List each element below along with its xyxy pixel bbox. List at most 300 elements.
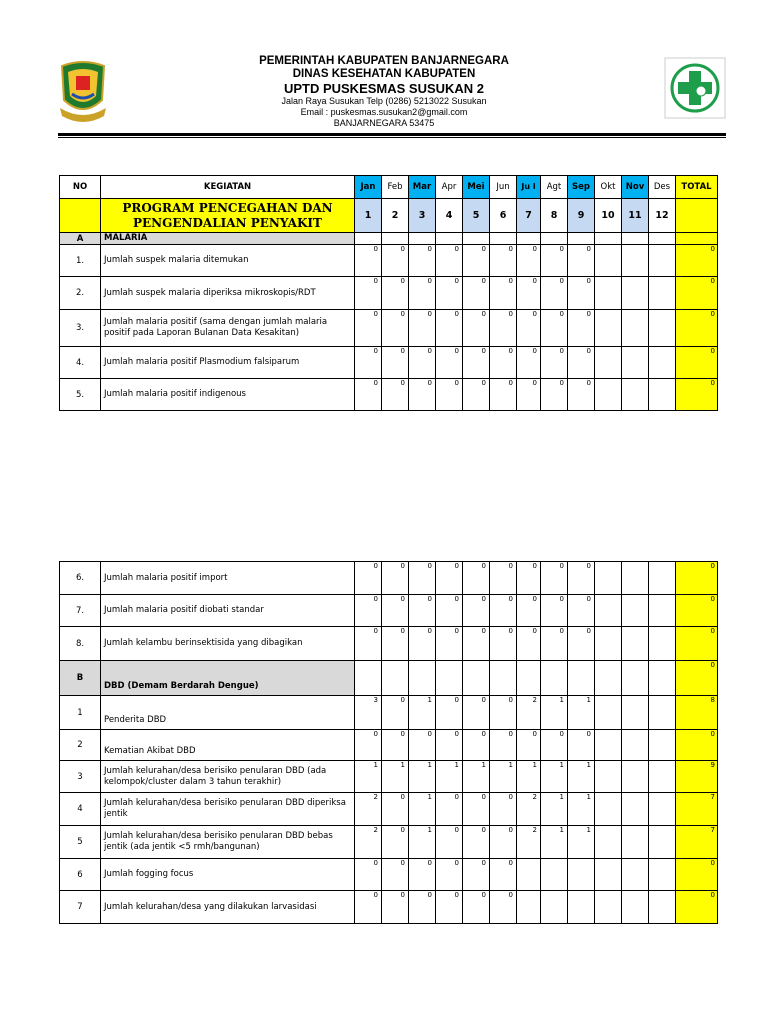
- month-value-9: [568, 891, 595, 924]
- row-number: 2: [60, 730, 101, 761]
- row-number: 5: [60, 826, 101, 859]
- row-total: 0: [676, 245, 718, 277]
- month-value-8: 0: [541, 347, 568, 379]
- month-value-10: [595, 595, 622, 627]
- month-value-9: 0: [568, 310, 595, 347]
- month-value-11: [622, 245, 649, 277]
- month-value-2: 0: [382, 245, 409, 277]
- month-value-12: [649, 595, 676, 627]
- month-value-6: 0: [490, 627, 517, 661]
- table-row: [60, 277, 718, 310]
- month-value-11: [622, 891, 649, 924]
- month-value-5: 0: [463, 891, 490, 924]
- row-total: 0: [676, 595, 718, 627]
- month-value-2: 0: [382, 310, 409, 347]
- month-value-4: 0: [436, 859, 463, 891]
- month-num-12: 12: [649, 199, 676, 233]
- row-number: 5.: [60, 379, 101, 411]
- month-value-12: [649, 310, 676, 347]
- section-b-total: 0: [676, 661, 718, 696]
- month-value-8: 0: [541, 277, 568, 310]
- month-value-1: 1: [355, 761, 382, 793]
- month-value-11: [622, 627, 649, 661]
- header-email: Email : puskesmas.susukan2@gmail.com: [300, 107, 468, 117]
- month-num-3: 3: [409, 199, 436, 233]
- month-value-10: [595, 347, 622, 379]
- month-value-7: 0: [517, 379, 541, 411]
- month-value-6: 0: [490, 793, 517, 826]
- month-value-10: [595, 562, 622, 595]
- month-value-4: 0: [436, 347, 463, 379]
- program-title: PROGRAM PENCEGAHAN DAN PENGENDALIAN PENYAKIT: [101, 199, 355, 233]
- month-value-8: 0: [541, 595, 568, 627]
- month-value-5: 0: [463, 696, 490, 730]
- row-label: Jumlah malaria positif indigenous: [101, 379, 355, 411]
- month-value-4: 0: [436, 793, 463, 826]
- table-row: [60, 891, 718, 924]
- month-value-12: [649, 627, 676, 661]
- month-value-8: [541, 859, 568, 891]
- month-value-3: 0: [409, 245, 436, 277]
- row-number: 4.: [60, 347, 101, 379]
- month-value-4: 0: [436, 891, 463, 924]
- month-jun: Jun: [490, 176, 517, 199]
- month-value-2: 0: [382, 891, 409, 924]
- program-title-row: [60, 199, 718, 233]
- row-label: Jumlah malaria positif import: [101, 562, 355, 595]
- month-value-7: 0: [517, 730, 541, 761]
- month-value-10: [595, 859, 622, 891]
- month-value-12: [649, 826, 676, 859]
- month-value-4: 0: [436, 696, 463, 730]
- section-a-row: [60, 233, 718, 245]
- section-b-code: B: [60, 661, 101, 696]
- month-value-10: [595, 379, 622, 411]
- month-value-5: 0: [463, 562, 490, 595]
- row-number: 6.: [60, 562, 101, 595]
- row-label: Jumlah fogging focus: [101, 859, 355, 891]
- month-num-11: 11: [622, 199, 649, 233]
- month-value-7: 2: [517, 793, 541, 826]
- month-value-5: 0: [463, 277, 490, 310]
- month-value-5: 0: [463, 627, 490, 661]
- header-city: BANJARNEGARA 53475: [333, 118, 435, 128]
- month-value-2: 1: [382, 761, 409, 793]
- table-row: [60, 347, 718, 379]
- row-label: Jumlah suspek malaria diperiksa mikroskopis/RDT: [101, 277, 355, 310]
- month-value-10: [595, 277, 622, 310]
- month-value-2: 0: [382, 793, 409, 826]
- month-value-8: 0: [541, 379, 568, 411]
- empty-month-cell: [517, 661, 541, 696]
- header-line2: DINAS KESEHATAN KABUPATEN: [292, 68, 476, 80]
- month-value-7: [517, 891, 541, 924]
- row-number: 6: [60, 859, 101, 891]
- month-num-1: 1: [355, 199, 382, 233]
- row-total: 7: [676, 826, 718, 859]
- row-number: 4: [60, 793, 101, 826]
- header-line3: UPTD PUSKESMAS SUSUKAN 2: [283, 81, 485, 96]
- row-label: Jumlah kelurahan/desa yang dilakukan larvasidasi: [101, 891, 355, 924]
- month-value-5: 0: [463, 310, 490, 347]
- month-value-11: [622, 696, 649, 730]
- month-value-10: [595, 730, 622, 761]
- month-value-7: 0: [517, 562, 541, 595]
- month-value-5: 0: [463, 245, 490, 277]
- row-number: 2.: [60, 277, 101, 310]
- month-value-9: 1: [568, 761, 595, 793]
- month-value-8: [541, 891, 568, 924]
- header-address: Jalan Raya Susukan Telp (0286) 5213022 Susukan: [281, 96, 487, 106]
- header-line1: PEMERINTAH KABUPATEN BANJARNEGARA: [259, 55, 509, 67]
- month-value-3: 0: [409, 277, 436, 310]
- month-num-2: 2: [382, 199, 409, 233]
- program-total-cell: [676, 199, 718, 233]
- month-num-8: 8: [541, 199, 568, 233]
- row-total: 0: [676, 562, 718, 595]
- header-rule-thin: [58, 137, 726, 138]
- month-value-6: 0: [490, 730, 517, 761]
- empty-month-cell: [622, 661, 649, 696]
- month-nov: Nov: [622, 176, 649, 199]
- month-num-7: 7: [517, 199, 541, 233]
- row-label: Penderita DBD: [101, 696, 355, 730]
- table-row: [60, 310, 718, 347]
- month-value-9: 0: [568, 627, 595, 661]
- month-value-4: 0: [436, 730, 463, 761]
- table-row: [60, 627, 718, 661]
- row-total: 0: [676, 730, 718, 761]
- row-total: 0: [676, 277, 718, 310]
- section-a-label: MALARIA: [101, 233, 355, 245]
- empty-month-cell: [436, 661, 463, 696]
- month-value-7: 0: [517, 627, 541, 661]
- month-value-9: 1: [568, 793, 595, 826]
- row-label: Jumlah malaria positif diobati standar: [101, 595, 355, 627]
- month-value-5: 0: [463, 379, 490, 411]
- month-value-7: 0: [517, 310, 541, 347]
- table-row: [60, 379, 718, 411]
- col-no-header: NO: [60, 176, 101, 199]
- month-value-5: 1: [463, 761, 490, 793]
- month-value-6: 0: [490, 562, 517, 595]
- month-okt: Okt: [595, 176, 622, 199]
- month-value-2: 0: [382, 859, 409, 891]
- month-value-4: 0: [436, 562, 463, 595]
- month-value-7: 2: [517, 826, 541, 859]
- month-value-8: 0: [541, 310, 568, 347]
- empty-month-cell: [355, 661, 382, 696]
- month-value-11: [622, 826, 649, 859]
- month-value-5: 0: [463, 347, 490, 379]
- month-value-9: 0: [568, 347, 595, 379]
- row-label: Jumlah kelurahan/desa berisiko penularan DBD diperiksa jentik: [101, 793, 355, 826]
- month-value-8: 1: [541, 793, 568, 826]
- month-value-3: 1: [409, 793, 436, 826]
- month-value-3: 0: [409, 891, 436, 924]
- month-value-6: 0: [490, 859, 517, 891]
- row-number: 8.: [60, 627, 101, 661]
- month-num-9: 9: [568, 199, 595, 233]
- month-value-2: 0: [382, 826, 409, 859]
- month-value-11: [622, 347, 649, 379]
- month-value-11: [622, 859, 649, 891]
- month-mar: Mar: [409, 176, 436, 199]
- row-label: Jumlah kelambu berinsektisida yang dibagikan: [101, 627, 355, 661]
- table-row: [60, 562, 718, 595]
- month-value-10: [595, 245, 622, 277]
- month-value-12: [649, 562, 676, 595]
- section-b-label: DBD (Demam Berdarah Dengue): [101, 661, 355, 696]
- month-header-row: [60, 176, 718, 199]
- row-total: 0: [676, 379, 718, 411]
- section-a-code: A: [60, 233, 101, 245]
- month-value-1: 0: [355, 245, 382, 277]
- month-value-3: 1: [409, 696, 436, 730]
- month-value-11: [622, 379, 649, 411]
- col-total-header: TOTAL: [676, 176, 718, 199]
- month-value-2: 0: [382, 379, 409, 411]
- month-value-6: 0: [490, 310, 517, 347]
- month-value-9: 0: [568, 379, 595, 411]
- row-number: 1.: [60, 245, 101, 277]
- month-value-12: [649, 696, 676, 730]
- month-value-4: 0: [436, 310, 463, 347]
- table-row: [60, 595, 718, 627]
- empty-month-cell: [382, 661, 409, 696]
- month-value-11: [622, 277, 649, 310]
- month-value-10: [595, 696, 622, 730]
- month-value-12: [649, 379, 676, 411]
- row-number: 3: [60, 761, 101, 793]
- month-value-6: 0: [490, 595, 517, 627]
- row-number: 7: [60, 891, 101, 924]
- month-value-6: 0: [490, 696, 517, 730]
- month-mei: Mei: [463, 176, 490, 199]
- month-value-11: [622, 793, 649, 826]
- month-value-7: 0: [517, 595, 541, 627]
- empty-month-cell: [595, 661, 622, 696]
- month-value-4: 0: [436, 379, 463, 411]
- month-value-6: 0: [490, 379, 517, 411]
- month-value-12: [649, 245, 676, 277]
- table-row: [60, 859, 718, 891]
- month-value-2: 0: [382, 277, 409, 310]
- month-value-1: 3: [355, 696, 382, 730]
- month-value-10: [595, 627, 622, 661]
- month-apr: Apr: [436, 176, 463, 199]
- month-value-9: [568, 859, 595, 891]
- month-value-1: 0: [355, 627, 382, 661]
- row-total: 0: [676, 891, 718, 924]
- month-value-12: [649, 277, 676, 310]
- row-total: 9: [676, 761, 718, 793]
- month-value-9: 0: [568, 562, 595, 595]
- month-value-12: [649, 891, 676, 924]
- month-value-4: 0: [436, 245, 463, 277]
- row-total: 8: [676, 696, 718, 730]
- col-kegiatan-header: KEGIATAN: [101, 176, 355, 199]
- program-no-cell: [60, 199, 101, 233]
- row-number: 3.: [60, 310, 101, 347]
- month-value-7: 0: [517, 347, 541, 379]
- month-value-12: [649, 859, 676, 891]
- month-value-1: 0: [355, 730, 382, 761]
- month-value-9: 0: [568, 245, 595, 277]
- month-sep: Sep: [568, 176, 595, 199]
- empty-month-cell: [409, 661, 436, 696]
- row-total: 7: [676, 793, 718, 826]
- month-value-5: 0: [463, 793, 490, 826]
- month-jul: Ju l: [517, 176, 541, 199]
- month-num-5: 5: [463, 199, 490, 233]
- month-value-4: 0: [436, 627, 463, 661]
- month-value-3: 0: [409, 627, 436, 661]
- section-b-row: [60, 661, 718, 696]
- report-table-part2: [59, 561, 718, 924]
- month-jan: Jan: [355, 176, 382, 199]
- month-value-10: [595, 891, 622, 924]
- month-value-7: 0: [517, 245, 541, 277]
- month-value-1: 0: [355, 277, 382, 310]
- header-rule-thick: [58, 133, 726, 136]
- month-value-5: 0: [463, 595, 490, 627]
- month-value-8: 1: [541, 761, 568, 793]
- month-value-3: 0: [409, 730, 436, 761]
- empty-month-cell: [649, 661, 676, 696]
- month-value-9: 0: [568, 277, 595, 310]
- month-value-12: [649, 730, 676, 761]
- month-value-7: [517, 859, 541, 891]
- month-value-9: 0: [568, 595, 595, 627]
- month-value-11: [622, 730, 649, 761]
- table-row: [60, 761, 718, 793]
- month-value-2: 0: [382, 347, 409, 379]
- month-value-1: 2: [355, 826, 382, 859]
- month-value-6: 0: [490, 277, 517, 310]
- month-value-7: 0: [517, 277, 541, 310]
- month-value-1: 0: [355, 562, 382, 595]
- month-value-12: [649, 793, 676, 826]
- month-value-1: 0: [355, 595, 382, 627]
- month-value-1: 2: [355, 793, 382, 826]
- row-number: 7.: [60, 595, 101, 627]
- empty-month-cell: [568, 661, 595, 696]
- month-num-10: 10: [595, 199, 622, 233]
- month-agt: Agt: [541, 176, 568, 199]
- month-value-9: 0: [568, 730, 595, 761]
- month-value-5: 0: [463, 730, 490, 761]
- empty-month-cell: [490, 661, 517, 696]
- month-value-8: 0: [541, 562, 568, 595]
- month-value-8: 1: [541, 826, 568, 859]
- row-label: Kematian Akibat DBD: [101, 730, 355, 761]
- month-value-2: 0: [382, 595, 409, 627]
- month-num-6: 6: [490, 199, 517, 233]
- month-feb: Feb: [382, 176, 409, 199]
- report-table-part1: [59, 175, 718, 411]
- month-value-3: 0: [409, 310, 436, 347]
- row-total: 0: [676, 859, 718, 891]
- table-row: [60, 245, 718, 277]
- month-value-5: 0: [463, 826, 490, 859]
- row-label: Jumlah kelurahan/desa berisiko penularan DBD bebas jentik (ada jentik <5 rmh/bangunan): [101, 826, 355, 859]
- month-value-9: 1: [568, 696, 595, 730]
- month-value-10: [595, 761, 622, 793]
- puskesmas-logo: [664, 57, 726, 119]
- month-value-11: [622, 761, 649, 793]
- month-value-4: 0: [436, 826, 463, 859]
- table-row: [60, 793, 718, 826]
- month-value-6: 0: [490, 347, 517, 379]
- row-total: 0: [676, 310, 718, 347]
- row-label: Jumlah malaria positif Plasmodium falsiparum: [101, 347, 355, 379]
- month-value-7: 2: [517, 696, 541, 730]
- month-value-12: [649, 761, 676, 793]
- month-value-10: [595, 310, 622, 347]
- row-label: Jumlah suspek malaria ditemukan: [101, 245, 355, 277]
- month-value-1: 0: [355, 347, 382, 379]
- month-value-3: 0: [409, 347, 436, 379]
- month-value-2: 0: [382, 696, 409, 730]
- table-row: [60, 696, 718, 730]
- month-value-7: 1: [517, 761, 541, 793]
- month-value-9: 1: [568, 826, 595, 859]
- month-value-11: [622, 562, 649, 595]
- row-label: Jumlah kelurahan/desa berisiko penularan DBD (ada kelompok/cluster dalam 3 tahun terakhir): [101, 761, 355, 793]
- row-total: 0: [676, 627, 718, 661]
- month-value-4: 0: [436, 277, 463, 310]
- month-value-2: 0: [382, 730, 409, 761]
- month-value-10: [595, 826, 622, 859]
- month-des: Des: [649, 176, 676, 199]
- month-value-8: 0: [541, 245, 568, 277]
- empty-month-cell: [463, 661, 490, 696]
- month-num-4: 4: [436, 199, 463, 233]
- table-row: [60, 826, 718, 859]
- month-value-6: 0: [490, 826, 517, 859]
- month-value-8: 0: [541, 730, 568, 761]
- month-value-11: [622, 595, 649, 627]
- month-value-1: 0: [355, 891, 382, 924]
- month-value-6: 0: [490, 891, 517, 924]
- month-value-11: [622, 310, 649, 347]
- month-value-1: 0: [355, 310, 382, 347]
- month-value-3: 0: [409, 595, 436, 627]
- month-value-3: 0: [409, 379, 436, 411]
- month-value-10: [595, 793, 622, 826]
- month-value-8: 0: [541, 627, 568, 661]
- month-value-3: 0: [409, 562, 436, 595]
- month-value-1: 0: [355, 859, 382, 891]
- row-label: Jumlah malaria positif (sama dengan jumlah malaria positif pada Laporan Bulanan Data Kesakitan): [101, 310, 355, 347]
- month-value-4: 1: [436, 761, 463, 793]
- row-total: 0: [676, 347, 718, 379]
- month-value-6: 0: [490, 245, 517, 277]
- month-value-2: 0: [382, 562, 409, 595]
- empty-month-cell: [541, 661, 568, 696]
- month-value-6: 1: [490, 761, 517, 793]
- month-value-3: 1: [409, 826, 436, 859]
- month-value-3: 1: [409, 761, 436, 793]
- month-value-2: 0: [382, 627, 409, 661]
- row-number: 1: [60, 696, 101, 730]
- month-value-5: 0: [463, 859, 490, 891]
- table-row: [60, 730, 718, 761]
- month-value-1: 0: [355, 379, 382, 411]
- month-value-4: 0: [436, 595, 463, 627]
- month-value-12: [649, 347, 676, 379]
